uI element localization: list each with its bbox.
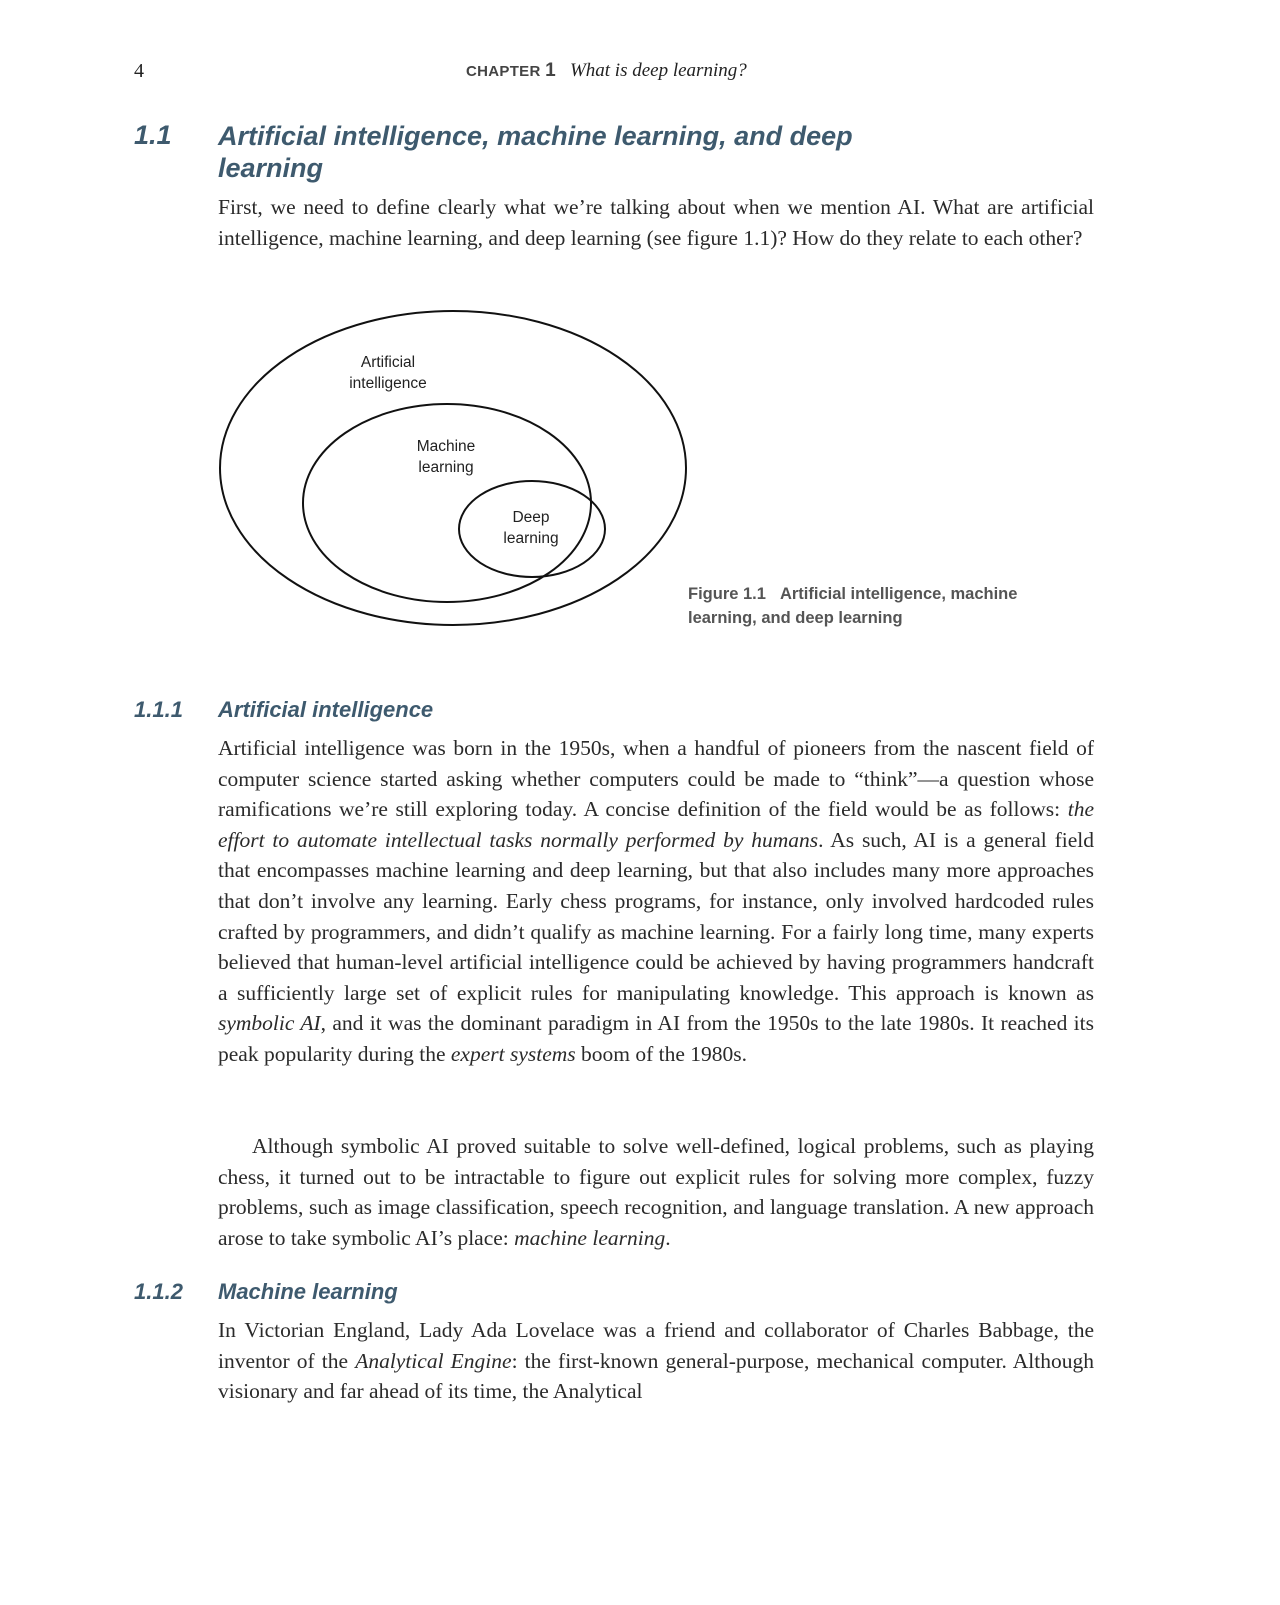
body-paragraph: [218, 1315, 1094, 1407]
figure-label: Figure 1.1: [688, 585, 766, 603]
figure-caption-text: Artificial intelligence, machine learning, and deep learning: [688, 585, 1018, 627]
text-run: Artificial intelligence was born in the 1950s, when a handful of pioneers from the nascent field of computer science started asking whether computers could be made to “think”—a question whose ramifications we’re still exploring today. A concise definition of the field would be as follows:: [218, 736, 1094, 822]
subsection-title: Machine learning: [218, 1279, 398, 1304]
emphasis-text: the effort to automate intellectual tasks normally performed by humans: [218, 797, 1094, 852]
text-run: boom of the 1980s.: [575, 1041, 748, 1066]
ml-label-2: learning: [418, 459, 474, 476]
emphasis-text: Analytical Engine: [355, 1348, 512, 1373]
subsection-title: Artificial intelligence: [218, 697, 434, 722]
text-run: In Victorian England, Lady Ada Lovelace was a friend and collaborator of Charles Babbage, the inventor of the: [218, 1318, 1094, 1373]
ai-label-2: intelligence: [349, 375, 427, 392]
dl-ellipse: [459, 481, 605, 577]
text-run: Although symbolic AI proved suitable to solve well-defined, logical problems, such as playing chess, it turned out to be intractable to figure out explicit rules for solving more complex, fuzzy problems, such as image classification, speech recognition, and language translation. A new approach arose to take symbolic AI’s place:: [218, 1134, 1094, 1250]
subsection-number: 1.1.2: [134, 1279, 183, 1304]
subsection-number: 1.1.1: [134, 697, 183, 722]
running-header: [466, 60, 747, 82]
intro-paragraph: [218, 192, 1094, 253]
text-run: .: [665, 1225, 671, 1250]
body-paragraph: [218, 1131, 1094, 1253]
figure-caption: [688, 582, 1048, 630]
chapter-title: What is deep learning?: [569, 60, 747, 81]
text-run: , and it was the dominant paradigm in AI from the 1950s to the late 1980s. It reached its peak popularity during the: [218, 1011, 1094, 1066]
text-run: . As such, AI is a general field that encompasses machine learning and deep learning, but that also includes many more approaches that don’t involve any learning. Early chess programs, for instance, only involved hardcoded rules crafted by programmers, and didn’t qualify as machine learning. For a fairly long time, many experts believed that human-level artificial intelligence could be achieved by having programmers handcraft a sufficiently large set of explicit rules for manipulating knowledge. This approach is known as: [218, 827, 1094, 1005]
ml-label-1: Machine: [416, 438, 476, 455]
dl-label-1: Deep: [512, 509, 550, 526]
emphasis-text: expert systems: [450, 1041, 576, 1066]
section-number: 1.1: [134, 120, 172, 150]
text-run: First, we need to define clearly what we’re talking about when we mention AI. What are artificial intelligence, machine learning, and deep learning (see figure 1.1)? How do they relate to each other?: [218, 195, 1094, 250]
emphasis-text: symbolic AI: [218, 1011, 321, 1036]
text-run: : the first-known general-purpose, mechanical computer. Although visionary and far ahead of its time, the Analytical: [218, 1348, 1095, 1404]
page-number: 4: [134, 60, 144, 82]
venn-figure: [210, 305, 700, 640]
ml-ellipse: [303, 404, 591, 602]
dl-label-2: learning: [503, 530, 559, 547]
ai-label-1: Artificial: [360, 354, 416, 371]
emphasis-text: machine learning: [514, 1225, 666, 1250]
section-title: Artificial intelligence, machine learning, and deep learning: [218, 121, 853, 183]
body-paragraph: [218, 733, 1094, 1070]
chapter-label: CHAPTER 1: [466, 60, 556, 81]
